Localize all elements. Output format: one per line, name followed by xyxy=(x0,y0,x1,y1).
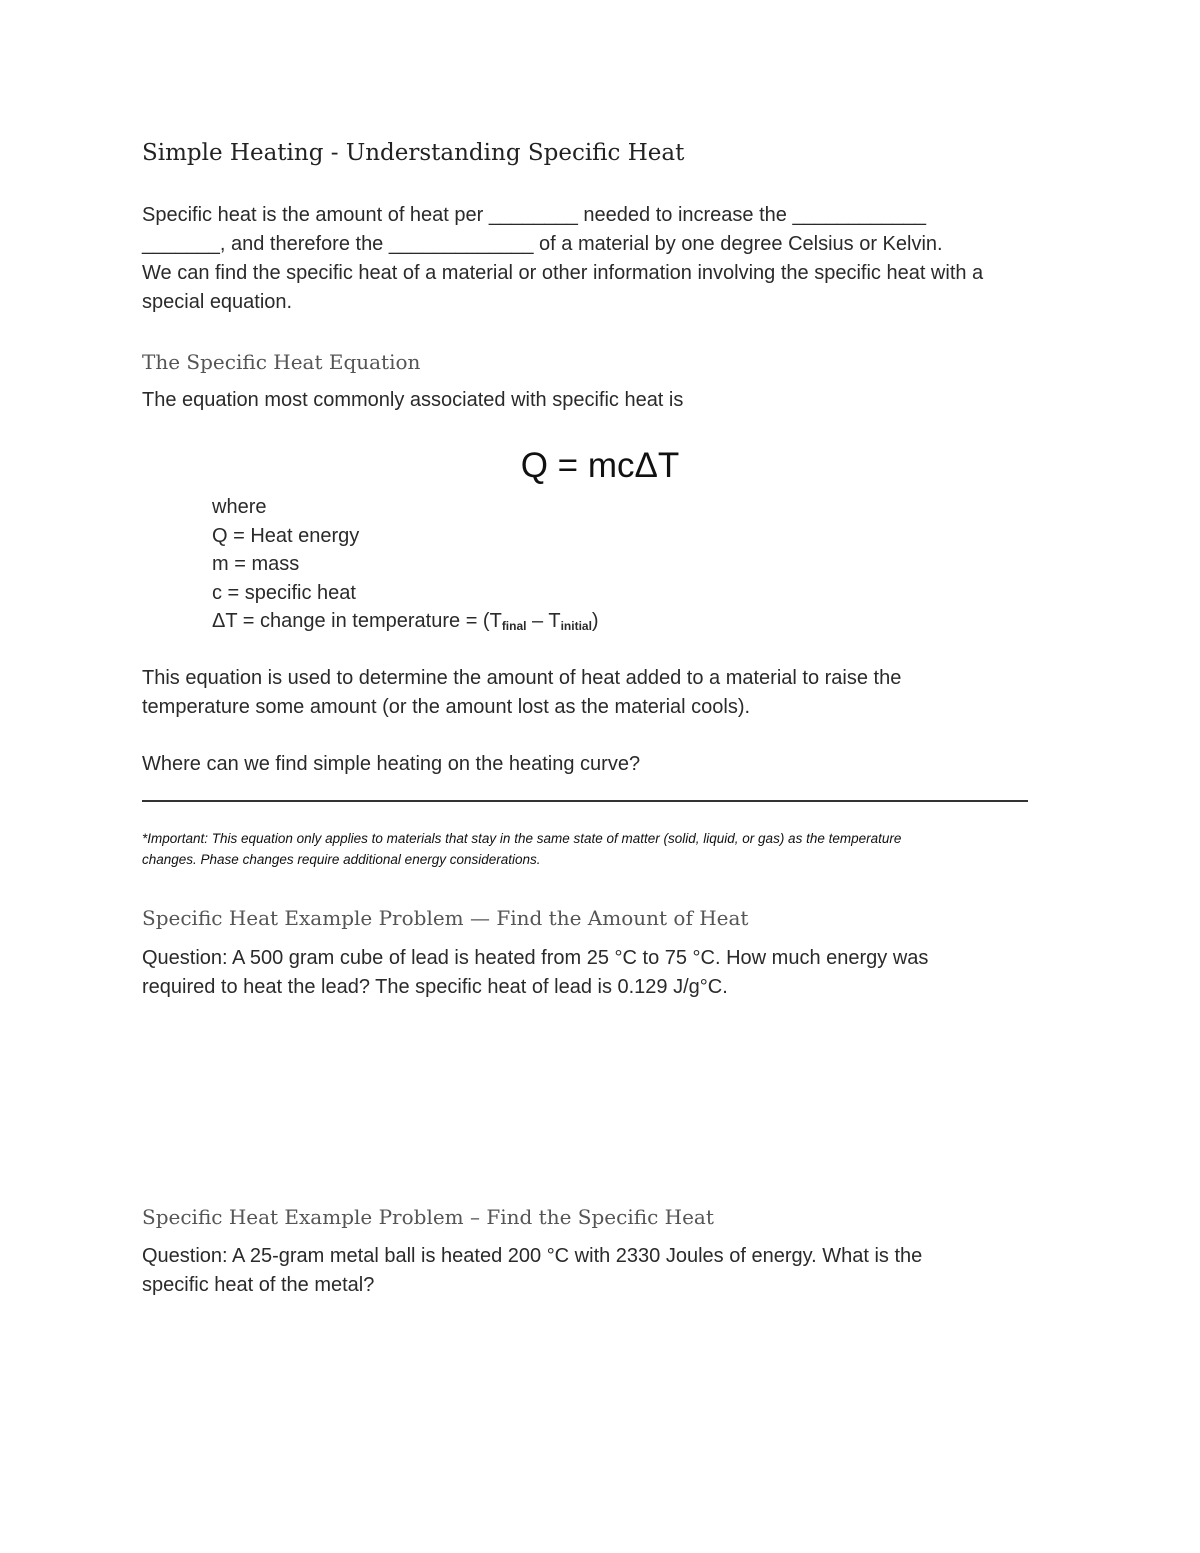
note-line-1: *Important: This equation only applies to materials that stay in the same state of matter (solid, liquid, or gas) as the temperature xyxy=(142,831,902,846)
variable-delta-t xyxy=(212,607,599,641)
usage-paragraph xyxy=(142,664,1062,722)
example2-question xyxy=(142,1242,1062,1300)
note-line-2: changes. Phase changes require additional energy considerations. xyxy=(142,852,541,867)
equation-variable-list xyxy=(212,493,599,641)
equation-section-heading: The Specific Heat Equation xyxy=(142,350,421,374)
subscript-initial: initial xyxy=(560,619,592,633)
variable-c: c = specific heat xyxy=(212,581,356,604)
example2-line-1: Question: A 25-gram metal ball is heated 200 °C with 2330 Joules of energy. What is the xyxy=(142,1245,923,1267)
example2-heading: Specific Heat Example Problem – Find the Specific Heat xyxy=(142,1205,714,1229)
delta-t-middle: – T xyxy=(526,610,561,632)
subscript-final: final xyxy=(501,619,527,633)
heating-curve-question: Where can we find simple heating on the heating curve? xyxy=(142,753,641,775)
intro-line-4: special equation. xyxy=(142,291,293,313)
delta-t-prefix: ΔT = change in temperature = (T xyxy=(212,610,502,632)
important-note xyxy=(142,828,1042,870)
example1-question xyxy=(142,944,1062,1002)
example1-line-2: required to heat the lead? The specific heat of lead is 0.129 J/g°C. xyxy=(142,976,728,998)
variable-m: m = mass xyxy=(212,553,300,575)
document-title: Simple Heating - Understanding Specific Heat xyxy=(142,140,685,166)
intro-paragraph xyxy=(142,201,1062,317)
intro-line-3: We can find the specific heat of a material or other information involving the specific heat with a xyxy=(142,262,984,284)
example2-line-2: specific heat of the metal? xyxy=(142,1274,375,1296)
intro-line-2: _______, and therefore the _____________ of a material by one degree Celsius or Kelvin. xyxy=(142,233,943,255)
delta-t-suffix: ) xyxy=(591,610,599,632)
variable-q: Q = Heat energy xyxy=(212,524,360,547)
specific-heat-equation: Q = mcΔT xyxy=(520,446,680,485)
usage-line-1: This equation is used to determine the amount of heat added to a material to raise the xyxy=(142,667,902,689)
example1-line-1: Question: A 500 gram cube of lead is heated from 25 °C to 75 °C. How much energy was xyxy=(142,947,929,969)
answer-blank-line xyxy=(142,800,1028,802)
where-label: where xyxy=(212,496,267,518)
equation-lead-text: The equation most commonly associated with specific heat is xyxy=(142,389,684,411)
example1-heading: Specific Heat Example Problem — Find the Amount of Heat xyxy=(142,906,749,930)
usage-line-2: temperature some amount (or the amount lost as the material cools). xyxy=(142,696,751,718)
intro-line-1: Specific heat is the amount of heat per ________ needed to increase the ____________ xyxy=(142,204,926,226)
